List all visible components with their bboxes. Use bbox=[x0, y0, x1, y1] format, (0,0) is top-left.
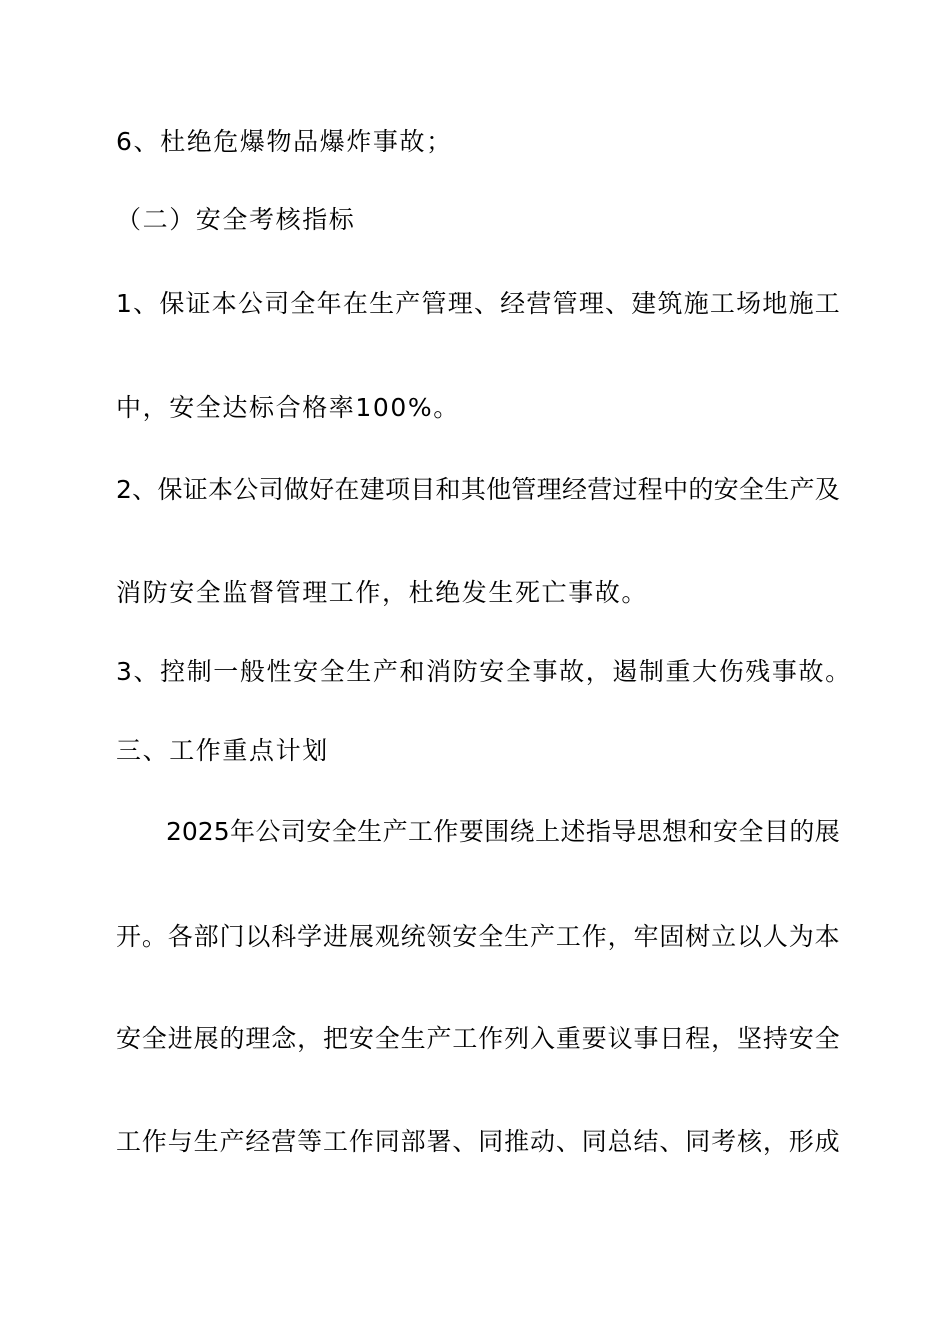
section-heading-work-plan: 三、工作重点计划 bbox=[116, 736, 329, 765]
text-line-3: 1 、 保 证 本 公 司 全 年 在 生 产 管 理 、 经 营 管 理 、 建 筑 施 工 场 地 施 工 bbox=[116, 289, 840, 318]
text-line-4: 中，安全达标合格率100%。 bbox=[116, 393, 460, 422]
paragraph-line-4: 工 作 与 生 产 经 营 等 工 作 同 部 署 、 同 推 动 、 同 总 结 、 同 考 核 ， 形 成 bbox=[116, 1127, 840, 1156]
paragraph-line-1: 2025 年 公 司 安 全 生 产 工 作 要 围 绕 上 述 指 导 思 想 和 安 全 目 的 展 bbox=[166, 817, 840, 846]
paragraph-line-3: 安 全 进 展 的 理 念 ， 把 安 全 生 产 工 作 列 入 重 要 议 事 日 程 ， 坚 持 安 全 bbox=[116, 1024, 840, 1053]
paragraph-line-2: 开 。 各 部 门 以 科 学 进 展 观 统 领 安 全 生 产 工 作 ， 牢 固 树 立 以 人 为 本 bbox=[116, 922, 840, 951]
text-line-6: 消防安全监督管理工作，杜绝发生死亡事故。 bbox=[116, 578, 649, 607]
text-line-5: 2 、 保 证 本 公 司 做 好 在 建 项 目 和 其 他 管 理 经 营 过 程 中 的 安 全 生 产 及 bbox=[116, 475, 840, 504]
text-line-7: 3、控制一般性安全生产和消防安全事故，遏制重大伤残事故。 bbox=[116, 657, 852, 686]
section-heading-assessment-indicators: （二）安全考核指标 bbox=[116, 205, 356, 234]
text-line-1: 6、杜绝危爆物品爆炸事故； bbox=[116, 127, 453, 156]
